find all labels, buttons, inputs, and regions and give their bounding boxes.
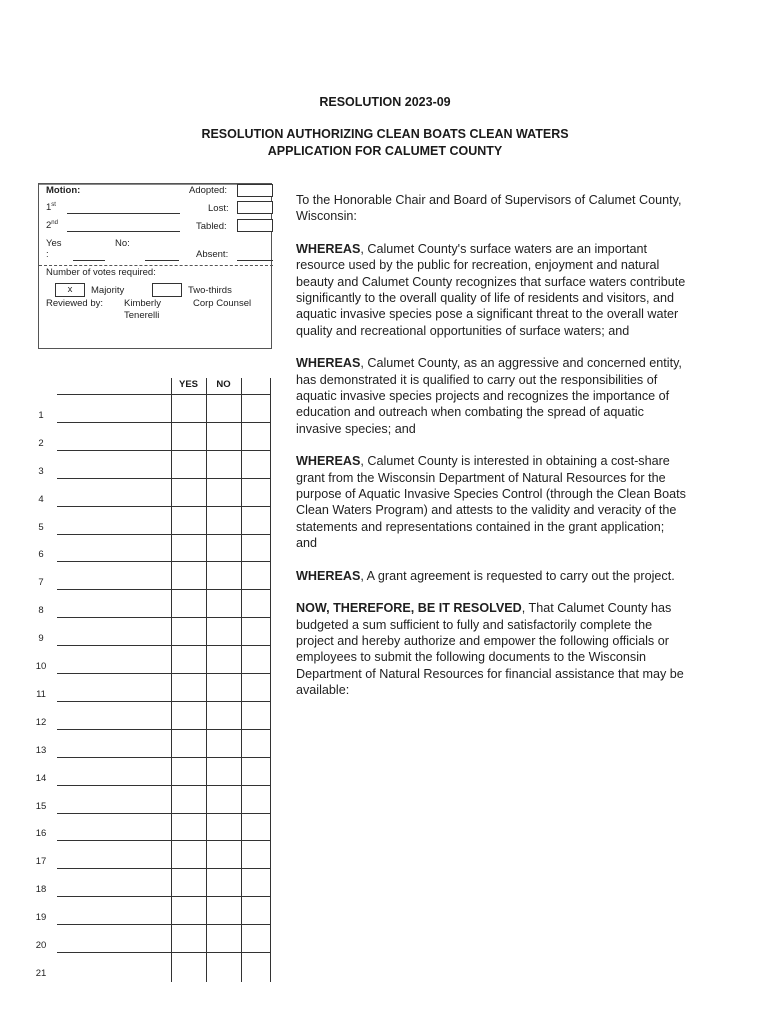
- vote-table-row-line[interactable]: [57, 868, 270, 869]
- vote-row-number: 19: [35, 912, 47, 924]
- vote-row-number: 9: [38, 633, 44, 645]
- lost-label: Lost:: [208, 203, 229, 214]
- vote-table-column-rule: [270, 378, 271, 982]
- two-thirds-label: Two-thirds: [188, 285, 232, 296]
- vote-row-number: 20: [35, 940, 47, 951]
- vote-row-number: 13: [35, 744, 47, 756]
- absent-label: Absent:: [196, 249, 229, 260]
- reviewer-last-name: Tenerelli: [124, 310, 160, 321]
- vote-table-row-line[interactable]: [57, 673, 270, 674]
- paragraph-lead: WHEREAS: [296, 454, 361, 469]
- majority-checkbox[interactable]: x: [55, 283, 85, 297]
- vote-row-number: 11: [36, 688, 46, 700]
- vote-table-row-line[interactable]: [57, 785, 270, 786]
- vote-table-row-line[interactable]: [57, 701, 270, 702]
- vote-table-row-line[interactable]: [57, 589, 270, 590]
- yes-colon: :: [46, 249, 49, 260]
- vote-row-number: 10: [35, 661, 47, 672]
- vote-table-row-line[interactable]: [57, 534, 270, 535]
- paragraph-text: , That Calumet County has budgeted a sum sufficient to fully and satisfactorily complete the project and hereby authorize and empower the following officials or employees to submit the following documents to the Wisconsin Department of Natural Resources for financial assistance that may be available:: [296, 601, 684, 697]
- tabled-label: Tabled:: [196, 221, 227, 232]
- vote-row-number: 8: [38, 605, 44, 617]
- vote-row-number: 6: [38, 549, 44, 561]
- vote-table-row-line[interactable]: [57, 506, 270, 507]
- whereas-paragraph: [296, 568, 686, 584]
- no-column-header: NO: [216, 379, 231, 390]
- vote-row-number: 15: [35, 800, 47, 812]
- vote-row-number: 1: [38, 409, 44, 421]
- vote-table-header-rule: [57, 394, 270, 395]
- vote-table-row-line[interactable]: [57, 813, 270, 814]
- vote-row-number: 4: [38, 493, 44, 505]
- salutation: To the Honorable Chair and Board of Supervisors of Calumet County, Wisconsin:: [296, 193, 682, 224]
- paragraph-lead: WHEREAS: [296, 242, 361, 257]
- resolution-title-line-2: APPLICATION FOR CALUMET COUNTY: [267, 144, 503, 158]
- paragraph-lead: NOW, THEREFORE, BE IT RESOLVED: [296, 601, 522, 616]
- reviewed-by-label: Reviewed by:: [46, 298, 104, 309]
- yes-column-header: YES: [178, 379, 198, 390]
- votes-required-label: Number of votes required:: [46, 267, 156, 278]
- majority-label: Majority: [91, 285, 125, 296]
- vote-table-row-line[interactable]: [57, 422, 270, 423]
- vote-row-number: 16: [35, 828, 47, 840]
- no-label: No:: [115, 238, 130, 249]
- vote-row-number: 17: [35, 856, 47, 868]
- first-label: 1st: [46, 202, 56, 214]
- motion-label: Motion:: [46, 185, 81, 196]
- vote-table-row-line[interactable]: [57, 450, 270, 451]
- yes-label: Yes: [46, 238, 62, 249]
- vote-row-number: 14: [35, 772, 47, 784]
- resolution-body: [296, 192, 686, 698]
- vote-row-number: 18: [35, 884, 47, 896]
- paragraph-text: , Calumet County's surface waters are an important resource used by the public for recreation, enjoyment and natural beauty and Calumet County recognizes that surface waters contribute significantly to the overall quality of life of residents and visitors, and aquatic invasive species pose a significant threat to the overall water quality and recreational opportunities of surface waters; and: [296, 242, 686, 338]
- vote-table-row-line[interactable]: [57, 478, 270, 479]
- vote-row-number: 7: [38, 577, 44, 589]
- vote-table: [0, 0, 300, 1024]
- vote-row-number: 12: [35, 716, 47, 728]
- whereas-paragraph: [296, 355, 686, 436]
- reviewer-first-name: Kimberly: [124, 298, 161, 309]
- paragraph-lead: WHEREAS: [296, 356, 361, 371]
- vote-table-column-rule: [241, 378, 242, 982]
- vote-table-row-line[interactable]: [57, 757, 270, 758]
- resolution-number: RESOLUTION 2023-09: [319, 95, 451, 109]
- vote-table-row-line[interactable]: [57, 729, 270, 730]
- vote-table-row-line[interactable]: [57, 645, 270, 646]
- vote-row-number: 2: [38, 437, 44, 449]
- paragraph-lead: WHEREAS: [296, 568, 361, 583]
- adopted-label: Adopted:: [189, 185, 228, 196]
- vote-table-row-line[interactable]: [57, 840, 270, 841]
- whereas-paragraph: [296, 600, 686, 698]
- vote-table-row-line[interactable]: [57, 924, 270, 925]
- vote-table-row-line[interactable]: [57, 561, 270, 562]
- whereas-paragraph: [296, 241, 686, 339]
- vote-table-column-rule: [171, 378, 172, 982]
- vote-table-row-line[interactable]: [57, 952, 270, 953]
- second-label: 2nd: [46, 220, 58, 232]
- resolution-title-line-1: RESOLUTION AUTHORIZING CLEAN BOATS CLEAN WATERS: [201, 127, 569, 141]
- vote-table-row-line[interactable]: [57, 617, 270, 618]
- paragraph-text: , Calumet County is interested in obtaining a cost-share grant from the Wisconsin Department of Natural Resources for the purpose of Aquatic Invasive Species Control (through the Clean Boats Clean Waters Program) and attests to the validity and veracity of the statements and representations contained in the grant application; and: [296, 454, 686, 550]
- vote-table-row-line[interactable]: [57, 896, 270, 897]
- paragraph-text: , Calumet County, as an aggressive and concerned entity, has demonstrated it is qualified to carry out the responsibilities of aquatic invasive species projects and recognizes the importance of education and outreach when combating the spread of aquatic invasive species; and: [296, 356, 682, 436]
- vote-table-column-rule: [206, 378, 207, 982]
- vote-row-number: 21: [35, 967, 47, 979]
- vote-row-number: 5: [38, 521, 44, 533]
- reviewer-role: Corp Counsel: [193, 298, 252, 309]
- whereas-paragraph: [296, 453, 686, 551]
- vote-row-number: 3: [38, 465, 44, 477]
- paragraph-text: , A grant agreement is requested to carry out the project.: [360, 568, 675, 583]
